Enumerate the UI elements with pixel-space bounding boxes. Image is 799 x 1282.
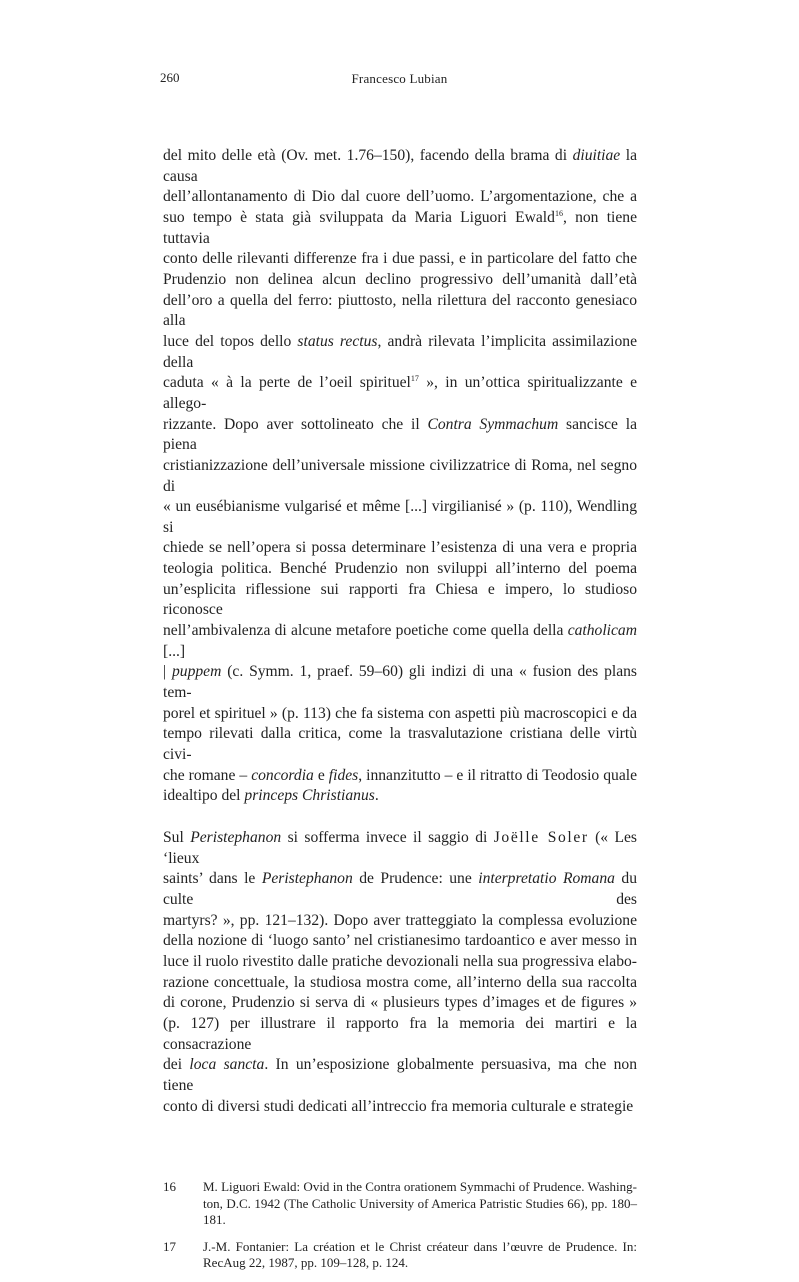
text-run: caduta « à la perte de l’oeil spirituel bbox=[163, 374, 411, 392]
text-run: [...] bbox=[163, 642, 186, 660]
text-line bbox=[163, 828, 637, 869]
italic-text: Contra Symmachum bbox=[427, 415, 559, 433]
text-line bbox=[163, 415, 637, 456]
text-run: (p. 127) per illustrare il rapporto fra la memoria dei martiri e la consacrazione bbox=[163, 1014, 637, 1053]
body-paragraph bbox=[163, 828, 637, 1117]
text-line bbox=[163, 704, 637, 725]
italic-text: fides bbox=[328, 766, 359, 784]
text-run: teologia politica. Benché Prudenzio non sviluppi all’interno del poema bbox=[163, 560, 637, 578]
text-line bbox=[163, 931, 637, 952]
text-run: che romane – bbox=[163, 766, 252, 784]
text-line bbox=[163, 1097, 637, 1118]
text-run: . In un’esposizione globalmente persuasiva, ma che non tiene bbox=[163, 1056, 638, 1094]
running-head: Francesco Lubian bbox=[351, 71, 448, 86]
italic-text: catholicam bbox=[567, 622, 637, 640]
text-line bbox=[163, 270, 637, 291]
text-run: (« Les ‘lieux bbox=[163, 829, 637, 867]
text-block bbox=[163, 146, 637, 1282]
text-line bbox=[163, 208, 637, 249]
text-run: conto di diversi studi dedicati all’intreccio fra memoria culturale e strategie bbox=[163, 1097, 634, 1115]
text-run: cristianizzazione dell’universale missione civilizzatrice di Roma, nel segno di bbox=[163, 456, 637, 495]
text-line bbox=[163, 952, 637, 973]
text-run: dell’allontanamento di Dio dal cuore dell’uomo. L’argomentazione, che a bbox=[163, 188, 637, 206]
text-run: , non tiene tuttavia bbox=[163, 208, 637, 247]
footnote-line: 181. bbox=[203, 1212, 226, 1228]
footnote-line: ton, D.C. 1942 (The Catholic University of America Patristic Studies 66), pp. 180– bbox=[203, 1195, 637, 1211]
text-line bbox=[163, 766, 637, 787]
text-line bbox=[163, 1055, 637, 1096]
text-run: sancisce la piena bbox=[163, 415, 638, 454]
footnote-reference: 16 bbox=[554, 208, 563, 218]
text-line bbox=[163, 580, 637, 621]
text-run: della nozione di ‘luogo santo’ nel cristianesimo tardoantico e aver messo in bbox=[163, 932, 637, 950]
text-line bbox=[163, 621, 637, 662]
text-run: chiede se nell’opera si possa determinare l’esistenza di una vera e propria bbox=[163, 539, 637, 557]
text-run: dell’oro a quella del ferro: piuttosto, nella rilettura del racconto genesiaco alla bbox=[163, 291, 637, 330]
italic-text: puppem bbox=[171, 663, 222, 681]
footnote-text bbox=[203, 1239, 637, 1272]
text-run: conto delle rilevanti differenze fra i due passi, e in particolare del fatto che bbox=[163, 250, 637, 268]
text-run: | bbox=[163, 663, 172, 681]
text-run: du culte des bbox=[163, 870, 638, 908]
text-line bbox=[163, 249, 637, 270]
text-line bbox=[163, 993, 637, 1014]
footnote-reference: 17 bbox=[410, 374, 419, 384]
text-run: », in un’ottica spiritualizzante e allego- bbox=[163, 374, 637, 412]
italic-text: Peristephanon bbox=[261, 870, 353, 888]
text-run: Joëlle Soler bbox=[493, 829, 589, 846]
text-run: « un eusébianisme vulgarisé et même [...] virgilianisé » (p. 110), Wendling si bbox=[163, 498, 637, 536]
text-run: rizzante. Dopo aver sottolineato che il bbox=[163, 415, 428, 433]
text-run: martyrs? », pp. 121–132). Dopo aver tratteggiato la complessa evoluzione bbox=[163, 911, 637, 929]
text-run: suo tempo è stata già sviluppata da Maria Liguori Ewald bbox=[163, 208, 555, 226]
italic-text: princeps Christianus bbox=[244, 787, 375, 805]
text-line bbox=[163, 146, 637, 187]
text-run: di corone, Prudenzio si serva di « plusieurs types d’images et de figures » bbox=[163, 994, 637, 1012]
text-line bbox=[163, 662, 637, 703]
footnote-text bbox=[203, 1179, 637, 1229]
italic-text: concordia bbox=[251, 766, 314, 784]
text-run: saints’ dans le bbox=[163, 870, 262, 888]
italic-text: status rectus bbox=[297, 332, 378, 350]
text-run: de Prudence: une bbox=[352, 870, 479, 888]
italic-text: loca sancta bbox=[189, 1056, 265, 1074]
text-run: idealtipo del bbox=[163, 787, 245, 805]
text-line bbox=[163, 291, 637, 332]
text-run: Sul bbox=[163, 829, 191, 846]
text-run: Prudenzio non delinea alcun declino progressivo dell’umanità dall’età bbox=[163, 270, 637, 288]
text-run: si sofferma invece il saggio di bbox=[281, 829, 494, 846]
footnote-line: M. Liguori Ewald: Ovid in the Contra orationem Symmachi of Prudence. Washing- bbox=[203, 1179, 637, 1195]
footnote-number: 17 bbox=[163, 1238, 176, 1254]
footnote-line: RecAug 22, 1987, pp. 109–128, p. 124. bbox=[203, 1255, 409, 1271]
text-line bbox=[163, 373, 637, 414]
text-run: la causa bbox=[163, 147, 638, 185]
text-line bbox=[163, 869, 637, 910]
text-run: luce il ruolo rivestito dalle pratiche devozionali nella sua progressiva elabo- bbox=[163, 952, 637, 970]
text-run: luce del topos dello bbox=[163, 332, 298, 350]
body-paragraph bbox=[163, 146, 637, 807]
text-run: , innanzitutto – e il ritratto di Teodosio quale bbox=[358, 766, 637, 784]
text-line bbox=[163, 786, 637, 807]
text-line bbox=[163, 911, 637, 932]
text-run: nell’ambivalenza di alcune metafore poetiche come quella della bbox=[163, 622, 568, 640]
text-run: . bbox=[374, 787, 379, 805]
footnote bbox=[163, 1239, 637, 1272]
italic-text: Peristephanon bbox=[190, 829, 282, 846]
footnote-number: 16 bbox=[163, 1179, 176, 1195]
page-number: 260 bbox=[160, 70, 180, 85]
text-line bbox=[163, 332, 637, 373]
text-line bbox=[163, 497, 637, 538]
text-run: (c. Symm. 1, praef. 59–60) gli indizi di una « fusion des plans tem- bbox=[163, 663, 637, 702]
text-run: e bbox=[313, 766, 329, 784]
text-line bbox=[163, 538, 637, 559]
text-run: , andrà rilevata l’implicita assimilazione della bbox=[163, 332, 638, 371]
text-line bbox=[163, 724, 637, 765]
text-run: del mito delle età (Ov. met. 1.76–150), facendo della brama di bbox=[163, 147, 573, 164]
footnote bbox=[163, 1179, 637, 1229]
text-line bbox=[163, 973, 637, 994]
text-line bbox=[163, 559, 637, 580]
text-line bbox=[163, 187, 637, 208]
text-run: tempo rilevati dalla critica, come la trasvalutazione cristiana delle virtù civi- bbox=[163, 725, 637, 764]
text-run: razione concettuale, la studiosa mostra come, all’interno della sua raccolta bbox=[163, 973, 637, 991]
text-run: dei bbox=[163, 1056, 190, 1074]
text-line bbox=[163, 456, 637, 497]
footnotes bbox=[163, 1179, 637, 1272]
text-run: un’esplicita riflessione sui rapporti fra Chiesa e impero, lo studioso riconosce bbox=[163, 580, 637, 619]
text-run: porel et spirituel » (p. 113) che fa sistema con aspetti più macroscopici e da bbox=[163, 704, 637, 722]
italic-text: interpretatio Romana bbox=[478, 870, 615, 888]
text-line bbox=[163, 1014, 637, 1055]
italic-text: diuitiae bbox=[572, 147, 621, 164]
footnote-line: J.-M. Fontanier: La création et le Christ créateur dans l’œuvre de Prudence. In: bbox=[203, 1238, 637, 1254]
